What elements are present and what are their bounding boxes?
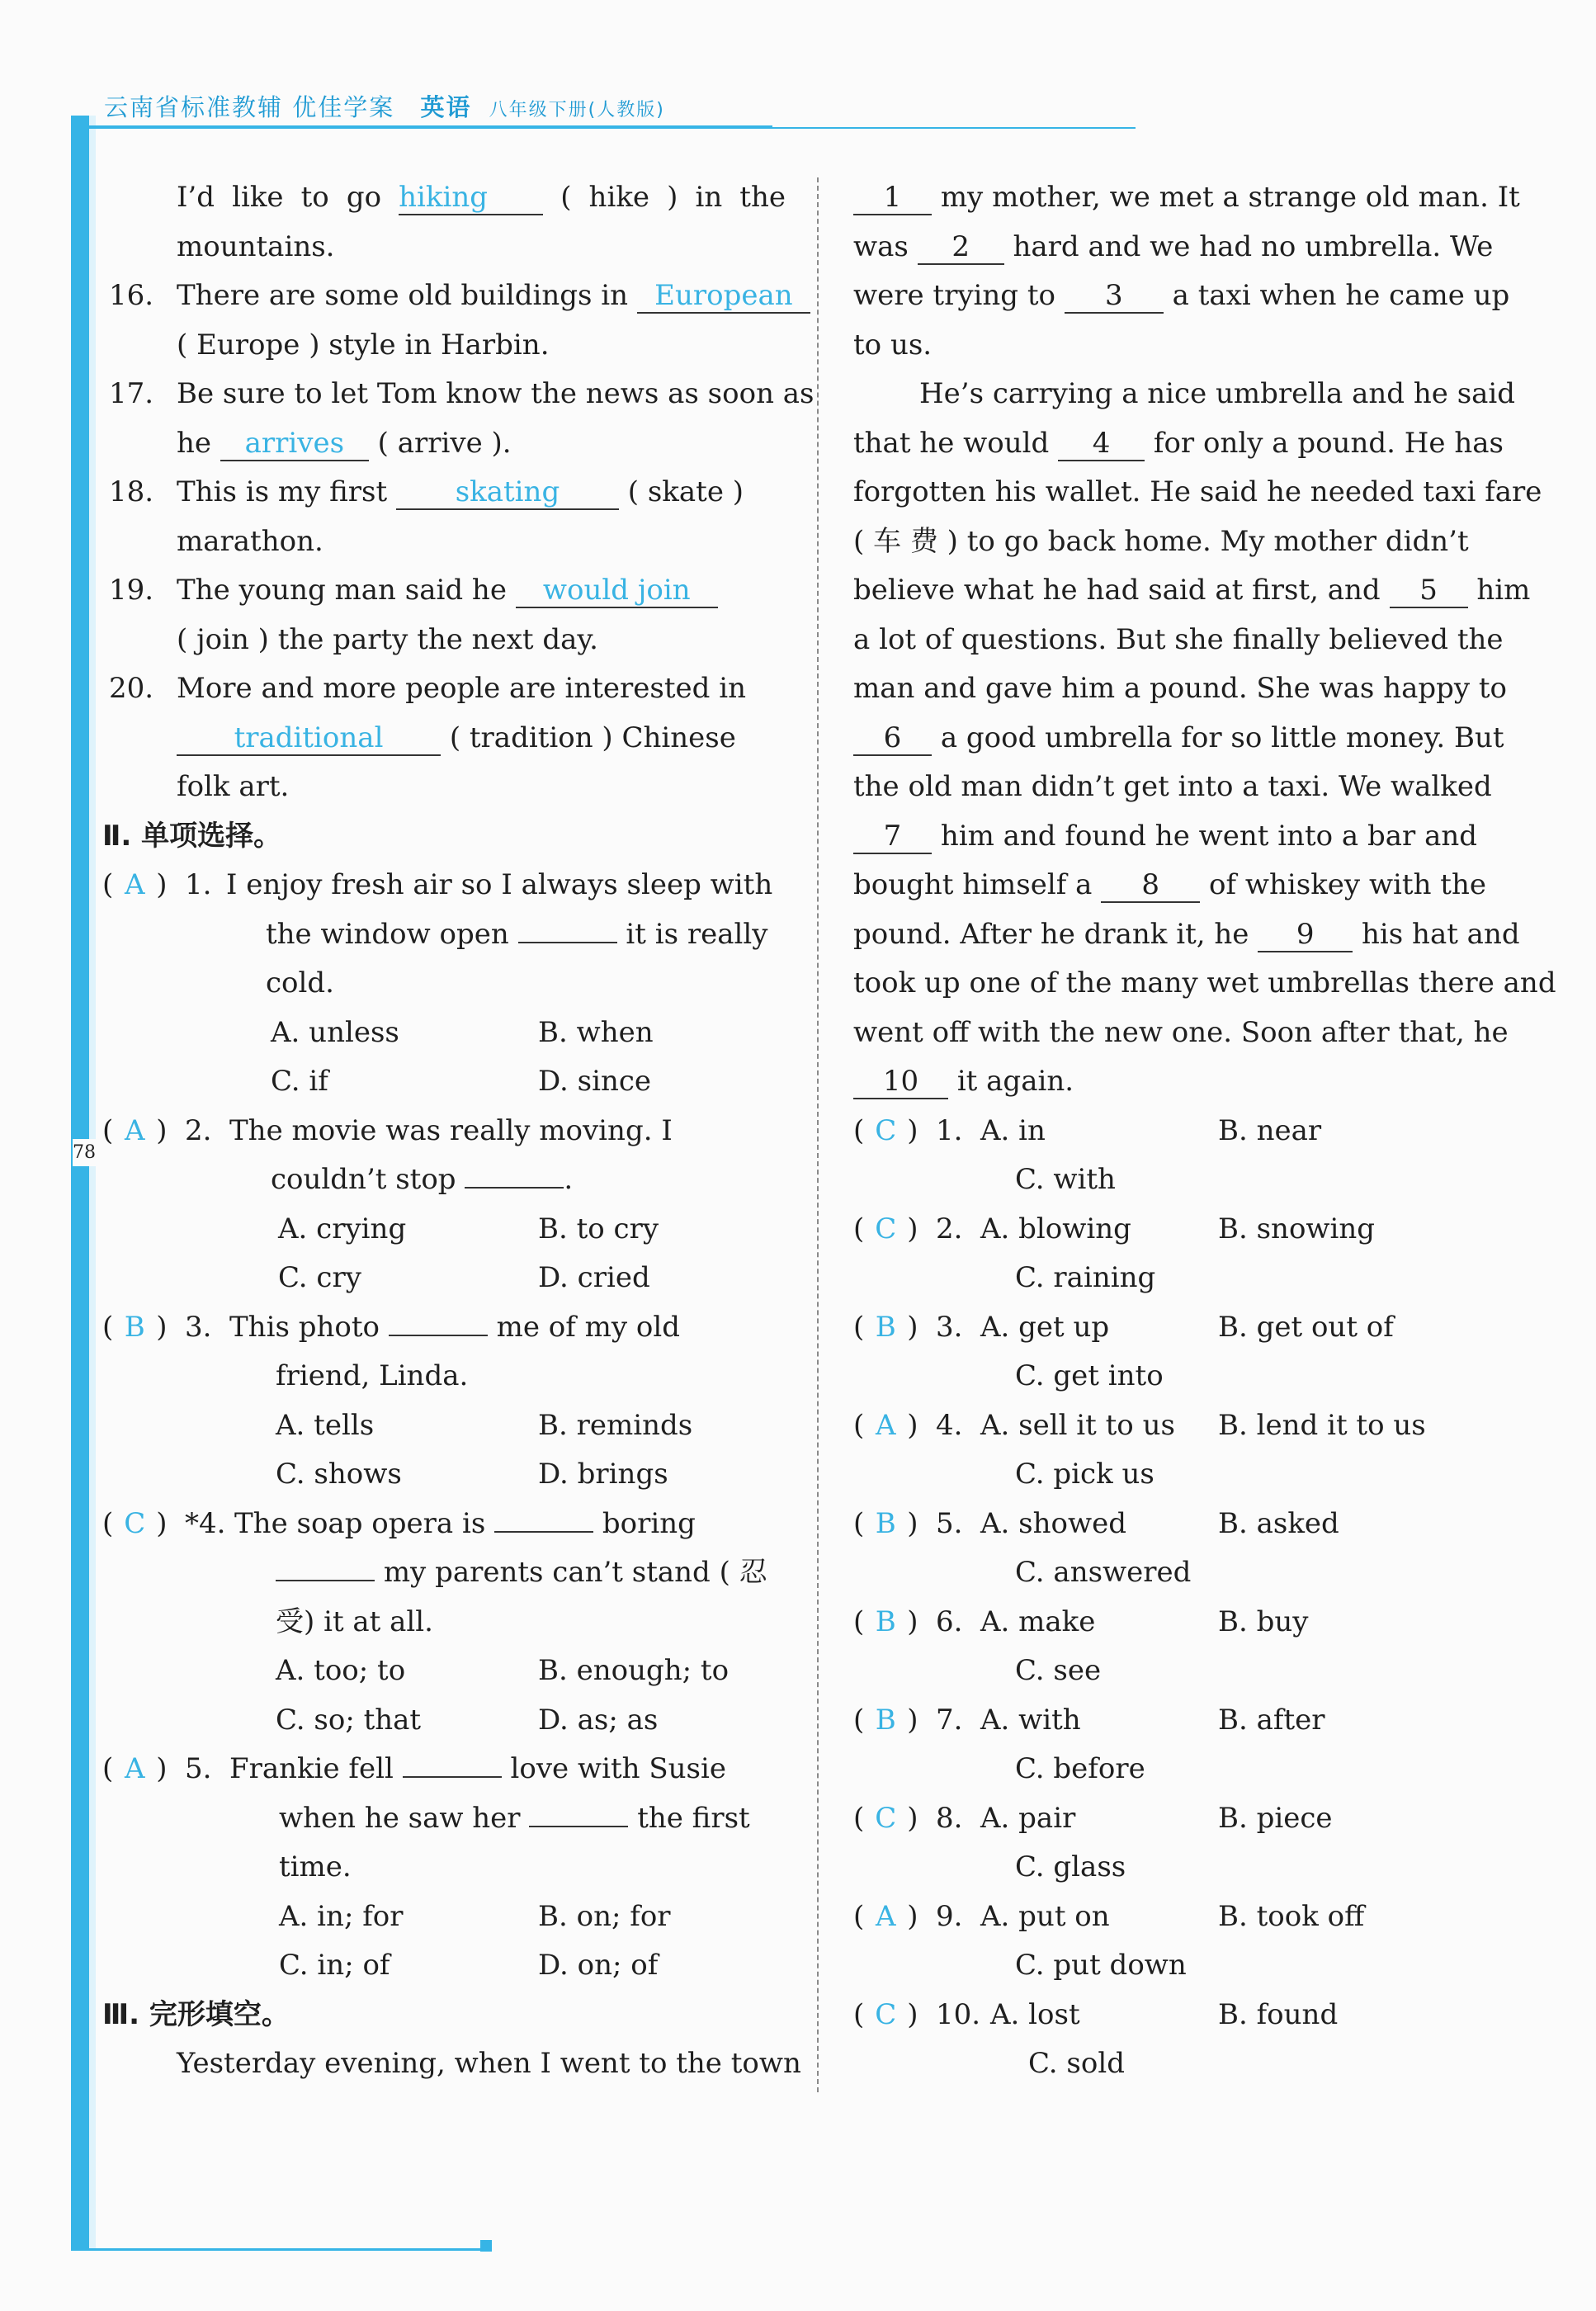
mc-q5-answer: A [124,1752,145,1785]
q17-pre: he [177,426,212,460]
mc-q5-stem2a: when he saw her [279,1801,521,1835]
mc-q2-option-b[interactable]: B. to cry [538,1212,659,1245]
mc-q1-option-c[interactable]: C. if [271,1065,328,1098]
passage-left-line: Yesterday evening, when I went to the town [177,2047,801,2080]
q17-text: Be sure to let Tom know the news as soon as [177,377,815,410]
mc-q3-blank [389,1335,488,1336]
mc-q4-line3: 受) it at all. [276,1604,433,1638]
cloze-q10-option-a[interactable]: A. lost [990,1997,1080,2031]
cloze-q8-row1 [853,1794,1522,1844]
q19-text: The young man said he [177,574,507,607]
cloze-q2-option-b[interactable]: B. snowing [1218,1212,1376,1245]
cloze-q6-option-a[interactable]: A. make [980,1604,1096,1638]
q18-blank [396,475,619,510]
passage-pre-9: believe what he had said at first, and [853,574,1381,607]
q17-post: ( arrive ). [377,426,512,460]
q16-text: There are some old buildings in [177,279,629,312]
cloze-q5-answer: B [875,1506,896,1540]
mc-q4-opts2 [109,1696,786,1746]
cloze-blank-6 [853,721,932,756]
cloze-q3-row1 [853,1303,1522,1353]
cloze-q6-answer-box: ( B ) [853,1598,936,1647]
header-line [772,127,1136,129]
cloze-q8-answer: C [875,1801,897,1835]
q18-post: ( skate ) [627,475,744,508]
cloze-blank-9-num: 9 [1296,917,1315,951]
passage-text-16: his hat and [1362,917,1520,951]
q18-line1 [109,468,786,517]
mc-q3-line1 [102,1303,786,1353]
cloze-q1-option-b[interactable]: B. near [1218,1113,1322,1147]
series-title: 云南省标准教辅 优佳学案 [104,93,395,121]
mc-q3-answer: B [124,1310,145,1344]
cloze-blank-6-num: 6 [883,721,902,754]
mc-q1-answer: A [124,868,145,901]
mc-q4-line2 [109,1548,786,1598]
cloze-q6-option-c[interactable]: C. see [1015,1654,1102,1687]
mc-q4-stem1b: boring [602,1506,696,1540]
mc-q3-stem1a: This photo [229,1310,380,1344]
passage-text-14: him and found he went into a bar and [940,819,1478,853]
mc-q4-line1 [102,1500,786,1549]
column-divider [817,177,819,2092]
q15-answer: hiking [399,181,489,214]
passage-text-3: a taxi when he came up [1172,279,1510,312]
q17-blank [220,427,369,461]
cloze-q4-answer-box: ( A ) [853,1401,936,1451]
mc-q5-number: 5. [185,1752,212,1785]
page-number: 78 [73,1139,96,1166]
passage-line16 [853,910,1522,960]
passage-line6 [853,419,1522,469]
passage-text-1: my mother, we met a strange old man. It [940,181,1520,214]
cloze-q7-option-a[interactable]: A. with [980,1703,1081,1737]
q19-number: 19. [109,574,154,607]
cloze-q2-number: 2. [936,1212,963,1245]
cloze-blank-8-num: 8 [1141,868,1160,901]
mc-q4-option-a[interactable]: A. too; to [276,1654,406,1687]
passage-pre-3: were trying to [853,279,1056,312]
right-column [853,173,1556,2089]
q18-number: 18. [109,475,154,508]
q16-answer: European [654,279,793,312]
passage-line1 [853,173,1522,223]
mc-q5-line1 [102,1745,786,1794]
cloze-q4-row2 [853,1450,1522,1500]
cloze-q1-number: 1. [936,1113,963,1147]
q15-text: I’d like to go [177,181,382,214]
mc-q3-opts1 [109,1401,786,1451]
q19-line1 [109,566,786,616]
q17-line1 [109,370,815,419]
mc-q2-stem2b: . [564,1163,574,1196]
cloze-q4-option-c[interactable]: C. pick us [1015,1458,1155,1491]
q20-blank [177,721,441,756]
cloze-q7-number: 7. [936,1703,963,1737]
cloze-q2-option-a[interactable]: A. blowing [980,1212,1131,1245]
header-text [104,89,665,123]
q16-line1 [109,272,793,321]
mc-q3-opts2 [109,1450,786,1500]
mc-q5-line2 [109,1794,786,1844]
grade-label: 八年级下册(人教版) [489,100,665,121]
mc-q4-blank2 [276,1580,375,1581]
mc-q4-answer: C [124,1506,146,1540]
mc-q3-number: 3. [185,1310,212,1344]
mc-q1-option-b[interactable]: B. when [538,1015,654,1049]
cloze-blank-9 [1258,918,1353,952]
cloze-q4-option-a[interactable]: A. sell it to us [980,1408,1175,1442]
q19-answer: would join [542,574,691,607]
cloze-q8-option-b[interactable]: B. piece [1218,1801,1333,1835]
mc-q2-opts1 [109,1205,786,1255]
mc-q4-blank1 [494,1531,593,1533]
passage-text-19: it again. [956,1065,1074,1098]
mc-q2-option-a[interactable]: A. crying [278,1212,407,1245]
q17-answer: arrives [244,426,345,460]
mc-q3-option-b[interactable]: B. reminds [538,1408,693,1442]
cloze-q10-row1 [853,1991,1522,2040]
cloze-blank-7 [853,820,932,854]
cloze-blank-2-num: 2 [951,229,970,263]
cloze-blank-10 [853,1065,948,1099]
bottom-rule [71,2248,492,2251]
cloze-blank-8 [1101,868,1200,903]
q15-blank [399,181,543,215]
mc-q5-opts1 [109,1893,786,1942]
q20-line3: folk art. [177,770,290,803]
cloze-q10-row2 [853,2039,1522,2089]
mc-q4-option-c[interactable]: C. so; that [276,1703,422,1737]
q19-line2: ( join ) the party the next day. [177,622,598,656]
passage-text-9: him [1476,574,1531,607]
cloze-q7-answer: B [875,1703,896,1737]
passage-text-2: hard and we had no umbrella. We [1013,229,1494,263]
cloze-q6-answer: B [875,1604,896,1638]
q16-number: 16. [109,279,154,312]
section3-title: Ⅲ. 完形填空。 [102,1997,290,2031]
passage-line13: the old man didn’t get into a taxi. We walked [853,770,1492,803]
passage-line9 [853,566,1531,616]
cloze-q7-option-c[interactable]: C. before [1015,1752,1145,1785]
passage-line3 [853,272,1522,321]
q20-line2 [109,714,786,763]
passage-line8: ( 车 费 ) to go back home. My mother didn’t [853,524,1469,558]
mc-q1-option-d[interactable]: D. since [538,1065,652,1098]
mc-q1-opts1 [109,1009,786,1058]
mc-q4-option-d[interactable]: D. as; as [538,1703,659,1737]
mc-q3-line2: friend, Linda. [276,1359,469,1392]
cloze-q5-option-a[interactable]: A. showed [980,1506,1126,1540]
mc-q5-option-a[interactable]: A. in; for [279,1899,404,1933]
mc-q2-answer: A [124,1113,145,1147]
mc-q5-option-d[interactable]: D. on; of [538,1949,659,1982]
mc-q5-answer-box: ( A ) [102,1745,185,1794]
cloze-q1-row1 [853,1107,1522,1156]
q20-text: More and more people are interested in [177,672,746,705]
mc-q5-blank2 [529,1826,628,1827]
header-bar [71,125,772,129]
mc-q1-option-a[interactable]: A. unless [271,1015,399,1049]
cloze-q3-option-a[interactable]: A. get up [980,1310,1110,1344]
cloze-q7-answer-box: ( B ) [853,1696,936,1746]
cloze-q1-answer: C [875,1113,897,1147]
cloze-q4-row1 [853,1401,1522,1451]
cloze-q1-option-c[interactable]: C. with [1015,1163,1116,1196]
cloze-blank-10-num: 10 [882,1065,919,1098]
mc-q3-option-d[interactable]: D. brings [538,1458,668,1491]
passage-pre-2: was [853,229,909,263]
mc-q3-option-c[interactable]: C. shows [276,1458,402,1491]
mc-q3-stem1b: me of my old [496,1310,681,1344]
cloze-blank-2 [918,230,1004,265]
cloze-q3-answer: B [875,1310,896,1344]
passage-text-6: for only a pound. He has [1153,426,1504,460]
mc-q4-stem1a: The soap opera is [234,1506,486,1540]
section2-title: Ⅱ. 单项选择。 [102,819,282,853]
mc-q1-number: 1. [185,868,212,901]
cloze-q7-row2 [853,1745,1522,1794]
cloze-q9-row1 [853,1893,1522,1942]
cloze-q10-answer-box: ( C ) [853,1991,936,2040]
cloze-q3-number: 3. [936,1310,963,1344]
cloze-questions [853,1107,1522,2089]
q18-answer: skating [455,475,560,508]
cloze-blank-5-num: 5 [1419,574,1438,607]
cloze-q8-option-a[interactable]: A. pair [980,1801,1076,1835]
cloze-q4-answer: A [875,1408,896,1442]
cloze-q6-row1 [853,1598,1522,1647]
mc-q1-blank [518,942,617,943]
mc-q5-stem2b: the first [637,1801,750,1835]
mc-q3-answer-box: ( B ) [102,1303,185,1353]
cloze-blank-4 [1058,427,1145,461]
cloze-q4-option-b[interactable]: B. lend it to us [1218,1408,1426,1442]
cloze-blank-1-num: 1 [883,181,902,214]
cloze-q3-row2 [853,1352,1522,1401]
mc-q1-line2 [109,910,786,960]
cloze-q10-number: 10. [936,1997,981,2031]
q16-line2: ( Europe ) style in Harbin. [177,328,550,362]
cloze-q2-row1 [853,1205,1522,1255]
mc-q1-stem2a: the window open [266,917,509,951]
cloze-blank-4-num: 4 [1092,426,1111,460]
cloze-blank-5 [1390,574,1468,608]
cloze-q7-row1 [853,1696,1522,1746]
left-column [102,173,815,2089]
mc-q4-option-b[interactable]: B. enough; to [538,1654,730,1687]
q20-answer: traditional [234,721,384,754]
cloze-q1-option-a[interactable]: A. in [980,1113,1046,1147]
mc-q2-opts2 [109,1254,786,1303]
cloze-q6-row2 [853,1647,1522,1696]
cloze-q3-option-c[interactable]: C. get into [1015,1359,1164,1392]
q20-number: 20. [109,672,154,705]
cloze-q2-option-c[interactable]: C. raining [1015,1261,1156,1294]
passage-pre-16: pound. After he drank it, he [853,917,1249,951]
q18-line2: marathon. [177,524,323,558]
passage-line7: forgotten his wallet. He said he needed taxi fare [853,475,1542,508]
q15-text-post: ( hike ) in the [560,181,786,214]
cloze-q8-number: 8. [936,1801,963,1835]
mc-q1-line3: cold. [266,966,334,1000]
cloze-blank-1 [853,181,932,215]
mc-q2-blank [465,1187,564,1189]
cloze-q9-option-b[interactable]: B. took off [1218,1899,1365,1933]
cloze-q6-option-b[interactable]: B. buy [1218,1604,1309,1638]
bottom-marker [480,2240,492,2252]
q19-blank [516,574,718,608]
cloze-blank-3 [1065,279,1164,314]
mc-q5-option-b[interactable]: B. on; for [538,1899,671,1933]
mc-q4-opts1 [109,1647,786,1696]
passage-line12 [853,714,1522,763]
q15-line1 [109,173,786,223]
q20-post: ( tradition ) Chinese [449,721,736,754]
mc-q4-number: *4. [185,1506,226,1540]
q17-number: 17. [109,377,154,410]
subject-label: 英语 [420,93,472,121]
passage-pre-15: bought himself a [853,868,1093,901]
cloze-blank-7-num: 7 [883,819,902,853]
passage-line2 [853,223,1522,272]
cloze-q8-row2 [853,1843,1522,1893]
mc-q5-blank1 [403,1776,502,1778]
mc-q5-opts2 [109,1941,786,1991]
left-margin-inner [89,116,96,2249]
passage-line17: took up one of the many wet umbrellas there and [853,966,1556,1000]
mc-q1-answer-box: ( A ) [102,861,185,910]
mc-q2-option-d[interactable]: D. cried [538,1261,650,1294]
cloze-q7-option-b[interactable]: B. after [1218,1703,1325,1737]
passage-line4: to us. [853,328,933,362]
mc-q2-stem2a: couldn’t stop [271,1163,456,1196]
passage-line14 [853,812,1522,862]
mc-q2-answer-box: ( A ) [102,1107,185,1156]
mc-q1-opts2 [109,1057,786,1107]
mc-q4-answer-box: ( C ) [102,1500,185,1549]
cloze-q5-row1 [853,1500,1522,1549]
cloze-blank-3-num: 3 [1105,279,1123,312]
passage-line15 [853,861,1522,910]
q17-line2 [109,419,786,469]
q16-blank [637,279,810,314]
cloze-q9-answer: A [875,1899,896,1933]
cloze-q2-answer: C [875,1212,897,1245]
cloze-q1-row2 [853,1156,1522,1205]
mc-q2-number: 2. [185,1113,212,1147]
cloze-q8-answer-box: ( C ) [853,1794,936,1844]
passage-line11: man and gave him a pound. She was happy to [853,672,1508,705]
passage-line10: a lot of questions. But she finally believed the [853,622,1504,656]
mc-q3-option-a[interactable]: A. tells [276,1408,375,1442]
cloze-q9-number: 9. [936,1899,963,1933]
passage-line18: went off with the new one. Soon after that, he [853,1015,1509,1049]
cloze-q9-answer-box: ( A ) [853,1893,936,1942]
cloze-q10-option-b[interactable]: B. found [1218,1997,1339,2031]
cloze-q5-row2 [853,1548,1522,1598]
cloze-q5-option-c[interactable]: C. answered [1015,1556,1192,1589]
cloze-q8-option-c[interactable]: C. glass [1015,1850,1126,1883]
mc-q5-option-c[interactable]: C. in; of [279,1949,390,1982]
cloze-q2-answer-box: ( C ) [853,1205,936,1255]
mc-q2-option-c[interactable]: C. cry [278,1261,361,1294]
passage-pre-6: that he would [853,426,1050,460]
cloze-q6-number: 6. [936,1604,963,1638]
passage-line5: He’s carrying a nice umbrella and he said [919,377,1516,410]
mc-q1-line1 [102,861,786,910]
mc-q5-stem1a: Frankie fell [229,1752,394,1785]
mc-q1-stem2b: it is really [626,917,768,951]
mc-q2-line2 [109,1156,786,1205]
cloze-q4-number: 4. [936,1408,963,1442]
cloze-q9-option-a[interactable]: A. put on [980,1899,1110,1933]
cloze-q3-answer-box: ( B ) [853,1303,936,1353]
passage-text-12: a good umbrella for so little money. But [940,721,1504,754]
q20-line1 [109,664,786,714]
mc-q5-line3: time. [279,1850,352,1883]
cloze-q5-answer-box: ( B ) [853,1500,936,1549]
mc-q1-stem1: I enjoy fresh air so I always sleep with [226,868,773,901]
mc-q4-stem2b: my parents can’t stand ( 忍 [383,1556,767,1589]
cloze-q1-answer-box: ( C ) [853,1107,936,1156]
cloze-q9-option-c[interactable]: C. put down [1015,1949,1187,1982]
mc-q2-line1 [102,1107,786,1156]
cloze-q10-option-c[interactable]: C. sold [1028,2047,1125,2080]
q18-text: This is my first [177,475,388,508]
cloze-q9-row2 [853,1941,1522,1991]
cloze-q5-number: 5. [936,1506,963,1540]
mc-q5-stem1b: love with Susie [510,1752,726,1785]
mc-q2-stem1: The movie was really moving. I [229,1113,673,1147]
cloze-q5-option-b[interactable]: B. asked [1218,1506,1339,1540]
cloze-q2-row2 [853,1254,1522,1303]
cloze-q3-option-b[interactable]: B. get out of [1218,1310,1394,1344]
q15-line2: mountains. [177,229,335,263]
page-header [71,83,1103,132]
passage-line19 [853,1057,1522,1107]
passage-text-15: of whiskey with the [1209,868,1486,901]
cloze-q10-answer: C [875,1997,897,2031]
